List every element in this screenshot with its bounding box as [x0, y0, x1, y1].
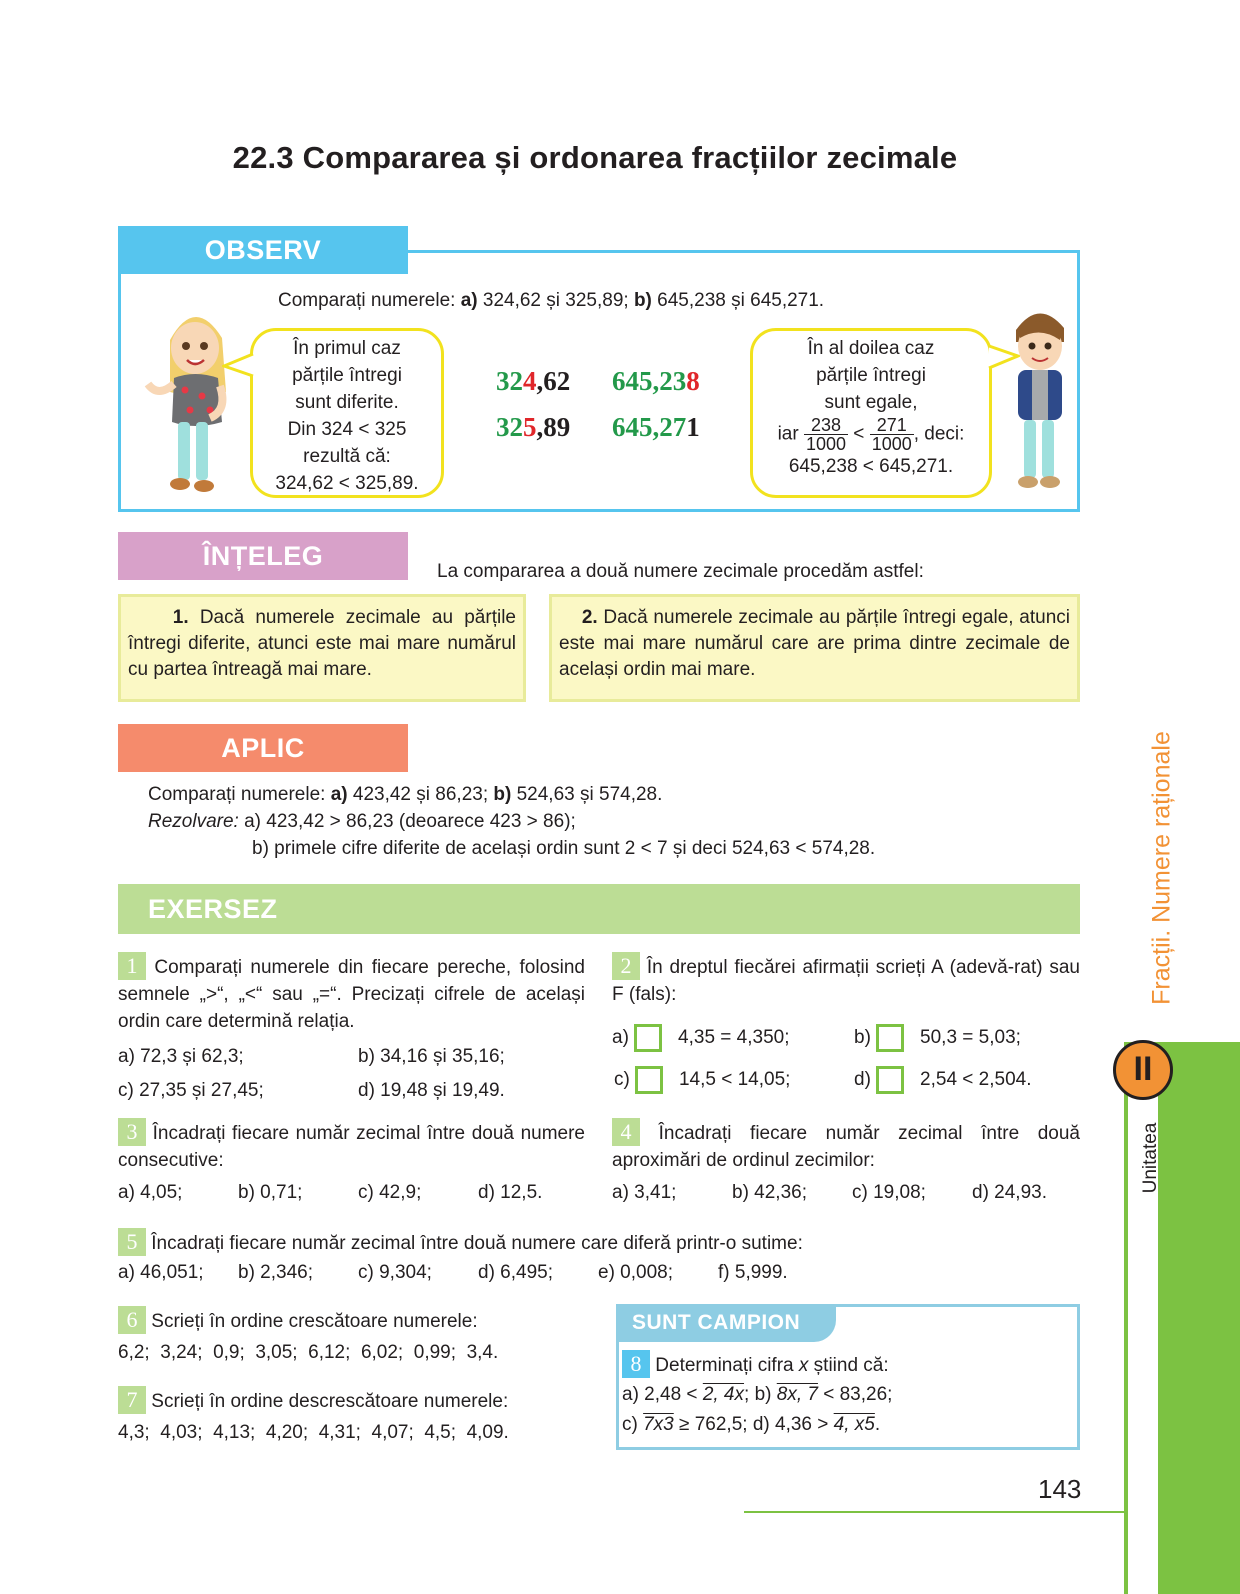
observ-tab: OBSERV: [118, 226, 408, 274]
ex3-item-a: a) 4,05;: [118, 1182, 183, 1203]
ex2-item-d: d) 2,54 < 2,504.: [854, 1066, 1032, 1094]
ex3-item-c: c) 42,9;: [358, 1182, 422, 1203]
exercise-number-5: 5: [118, 1228, 146, 1256]
left-bubble-pointer: [222, 352, 254, 378]
ex6-values: 6,2; 3,24; 0,9; 3,05; 6,12; 6,02; 0,99; 3,4.: [118, 1342, 499, 1363]
ex1-item-b: b) 34,16 și 35,16;: [358, 1046, 505, 1067]
exersez-tab: EXERSEZ: [148, 894, 278, 924]
fraction-comparison: iar $\frac{238}{1000}$ < $\frac{271}{1000}$ , deci:: [777, 415, 965, 454]
exercise-number-7: 7: [118, 1386, 146, 1414]
answer-checkbox-b[interactable]: [876, 1024, 904, 1052]
exercise-number-4: 4: [612, 1118, 640, 1146]
ex5-item-e: e) 0,008;: [598, 1262, 673, 1283]
answer-checkbox-a[interactable]: [634, 1024, 662, 1052]
ex5-item-c: c) 9,304;: [358, 1262, 432, 1283]
ex1-item-d: d) 19,48 și 19,49.: [358, 1080, 505, 1101]
ex1-item-c: c) 27,35 și 27,45;: [118, 1080, 264, 1101]
left-speech-bubble: În primul caz părțile întregi sunt diferite. Din 324 < 325 rezultă că: 324,62 < 325,89.: [250, 328, 444, 498]
boy-illustration: [1004, 300, 1074, 498]
page-title: 22.3 Compararea și ordonarea fracțiilor zecimale: [232, 140, 958, 175]
ex5-item-f: f) 5,999.: [718, 1262, 788, 1283]
ex2-item-c: c) 14,5 < 14,05;: [614, 1066, 790, 1094]
aplic-line-3: b) primele cifre diferite de același ordin sunt 2 < 7 și deci 524,63 < 574,28.: [252, 838, 876, 859]
exercise-1: 1 Comparați numerele din fiecare pereche, folosind semnele „>“, „<“ sau „=“. Precizați cifrele de același ordin care determină relația.: [118, 953, 585, 1032]
footer-line: [744, 1511, 1124, 1513]
compare-number-1: 324,62: [496, 366, 571, 396]
exercise-7: 7 Scrieți în ordine descrescătoare numerele:: [118, 1386, 508, 1415]
exercise-3: 3 Încadrați fiecare număr zecimal între două numere consecutive:: [118, 1119, 585, 1171]
right-speech-bubble: În al doilea caz părțile întregi sunt egale, iar $\frac{238}{1000}$ < $\frac{271}{1000}$ , deci: 645,238 < 645,271.: [750, 328, 992, 498]
ex2-item-b: b) 50,3 = 5,03;: [854, 1024, 1021, 1052]
ex4-item-b: b) 42,36;: [732, 1182, 807, 1203]
ex8-line-2: c) 7x3 ≥ 762,5; d) 4,36 > 4, x5.: [622, 1414, 881, 1435]
exercise-6: 6 Scrieți în ordine crescătoare numerele:: [118, 1306, 478, 1335]
compare-number-2: 325,89: [496, 412, 571, 442]
exercise-number-1: 1: [118, 952, 146, 980]
exercise-8: 8 Determinați cifra x știind că:: [622, 1350, 889, 1379]
aplic-tab: APLIC: [118, 724, 408, 772]
ex5-item-d: d) 6,495;: [478, 1262, 553, 1283]
exercise-number-6: 6: [118, 1306, 146, 1334]
ex4-item-a: a) 3,41;: [612, 1182, 677, 1203]
girl-illustration: [140, 300, 250, 498]
rule-box-1: 1. Dacă numerele zecimale au părțile întregi diferite, atunci este mai mare numărul cu partea întreagă mai mare.: [118, 594, 526, 702]
exercise-5: 5 Încadrați fiecare număr zecimal între două numere care diferă printr-o sutime:: [118, 1228, 1080, 1257]
rule-box-2: 2. Dacă numerele zecimale au părțile întregi egale, atunci este mai mare numărul care are prima dintre zecimale de același ordin mai mare.: [549, 594, 1080, 702]
exercise-number-3: 3: [118, 1118, 146, 1146]
ex4-item-c: c) 19,08;: [852, 1182, 926, 1203]
ex7-values: 4,3; 4,03; 4,13; 4,20; 4,31; 4,07; 4,5; 4,09.: [118, 1422, 509, 1443]
ex1-item-a: a) 72,3 și 62,3;: [118, 1046, 244, 1067]
fraction-271: $\frac{271}{1000}$: [871, 415, 912, 454]
compare-number-4: 645,271: [612, 412, 700, 442]
ex8-line-1: a) 2,48 < 2, 4x; b) 8x, 7 < 83,26;: [622, 1384, 893, 1405]
ex3-item-b: b) 0,71;: [238, 1182, 303, 1203]
aplic-line-1: Comparați numerele: a) 423,42 și 86,23; b) 524,63 și 574,28.: [148, 784, 663, 805]
fraction-238: $\frac{238}{1000}$: [805, 415, 847, 454]
exercise-number-2: 2: [612, 952, 640, 980]
page-number: 143: [1038, 1474, 1082, 1504]
answer-checkbox-d[interactable]: [876, 1066, 904, 1094]
ex5-item-b: b) 2,346;: [238, 1262, 313, 1283]
side-unit-label: Unitatea: [1140, 1122, 1161, 1194]
compare-number-3: 645,238: [612, 366, 700, 396]
observ-prompt: Comparați numerele: a) 324,62 și 325,89; b) 645,238 și 645,271.: [278, 290, 825, 311]
inteleg-tab: ÎNȚELEG: [118, 532, 408, 580]
side-chapter-title: Fracții. Numere raționale: [1147, 731, 1176, 1005]
ex3-item-d: d) 12,5.: [478, 1182, 543, 1203]
campion-tab: SUNT CAMPION: [616, 1304, 836, 1342]
answer-checkbox-c[interactable]: [635, 1066, 663, 1094]
exercise-4: 4 Încadrați fiecare număr zecimal între două aproximări de ordinul zecimilor:: [612, 1119, 1080, 1171]
ex4-item-d: d) 24,93.: [972, 1182, 1047, 1203]
ex2-item-a: a) 4,35 = 4,350;: [612, 1024, 790, 1052]
ex5-item-a: a) 46,051;: [118, 1262, 204, 1283]
exercise-number-8: 8: [622, 1350, 650, 1378]
exercise-2: 2 În dreptul fiecărei afirmații scrieți A (adevă-rat) sau F (fals):: [612, 953, 1080, 1005]
unit-number-badge: II: [1113, 1040, 1173, 1100]
aplic-line-2: Rezolvare: a) 423,42 > 86,23 (deoarece 423 > 86);: [148, 811, 576, 832]
inteleg-intro: La compararea a două numere zecimale procedăm astfel:: [437, 561, 924, 582]
